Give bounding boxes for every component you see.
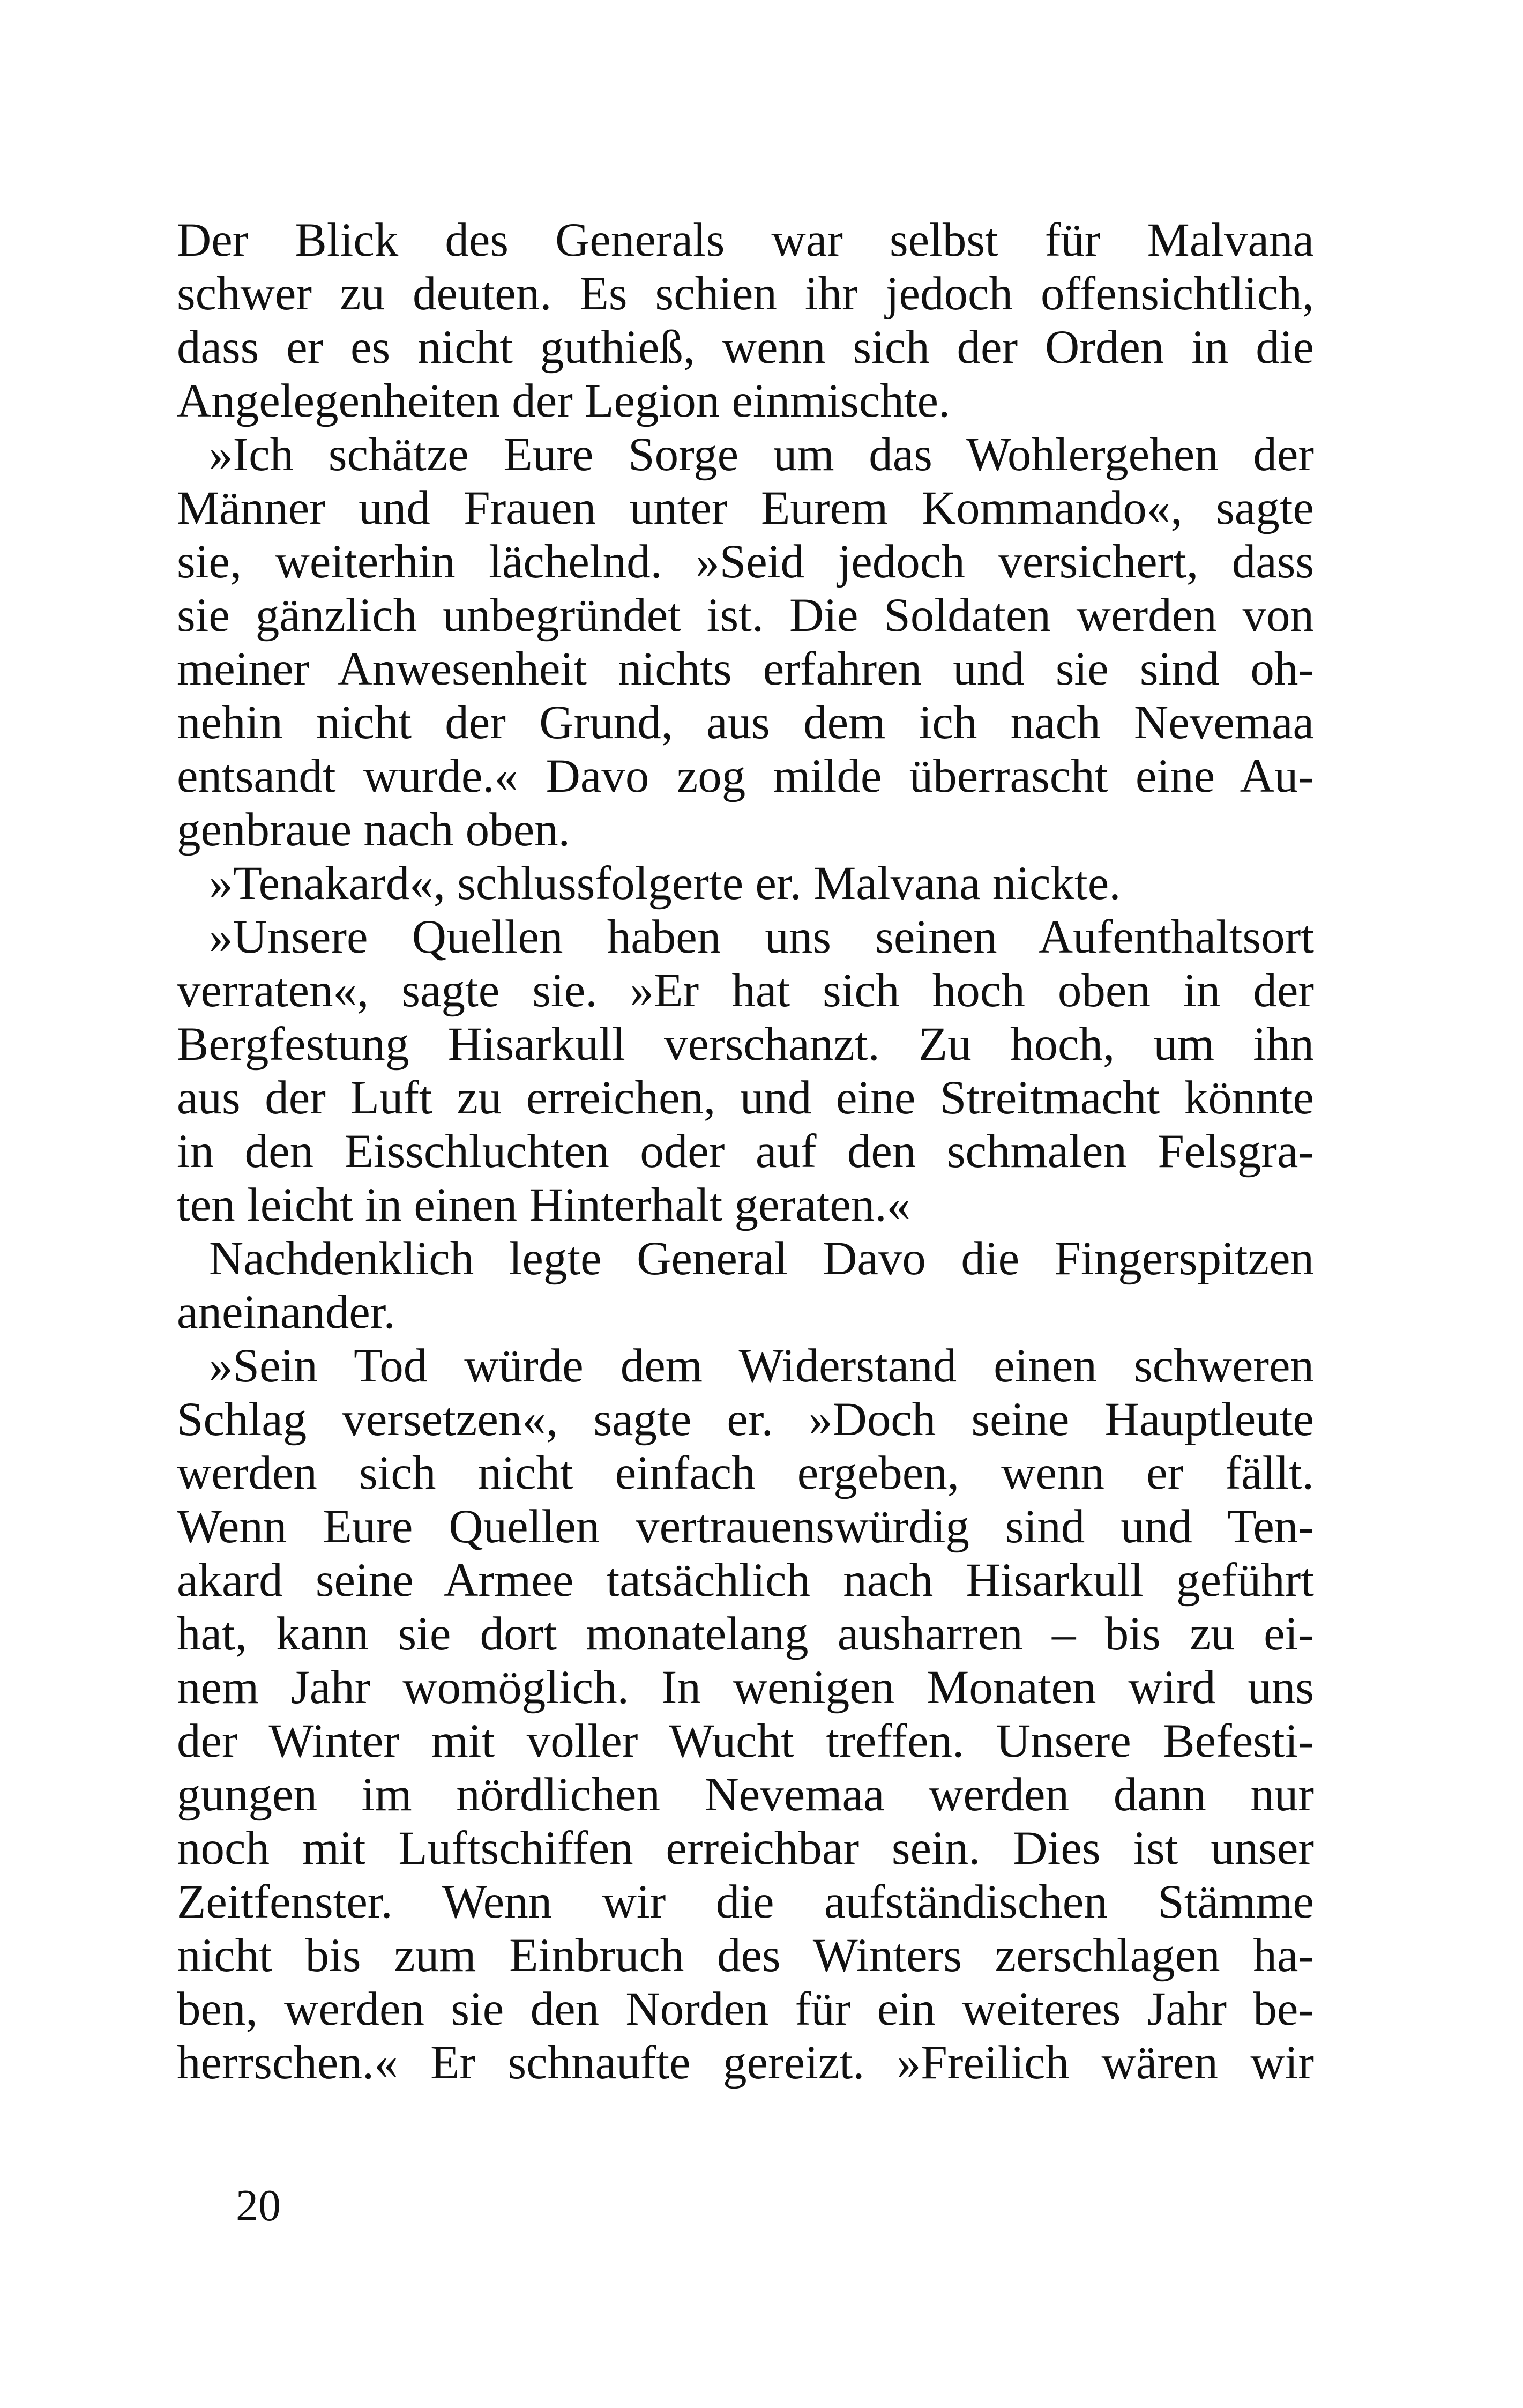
- text-line: nicht bis zum Einbruch des Winters zerschlagen ha-: [177, 1929, 1314, 1982]
- text-line: genbraue nach oben.: [177, 804, 570, 856]
- text-line: Zeitfenster. Wenn wir die aufständischen Stämme: [177, 1876, 1314, 1928]
- text-line: dass er es nicht guthieß, wenn sich der Orden in die: [177, 321, 1314, 374]
- text-line: der Winter mit voller Wucht treffen. Unsere Befesti-: [177, 1715, 1314, 1767]
- text-line: Männer und Frauen unter Eurem Kommando«, sagte: [177, 482, 1314, 534]
- text-line: herrschen.« Er schnaufte gereizt. »Freilich wären wir: [177, 2037, 1314, 2089]
- text-line: meiner Anwesenheit nichts erfahren und sie sind oh-: [177, 643, 1314, 695]
- paragraph: [177, 1339, 1314, 2090]
- text-line: Angelegenheiten der Legion einmischte.: [177, 375, 951, 427]
- text-line: entsandt wurde.« Davo zog milde überrascht eine Au-: [177, 750, 1314, 802]
- text-line: »Ich schätze Eure Sorge um das Wohlergehen der: [209, 428, 1314, 481]
- body-text: [177, 213, 1314, 2090]
- text-line: Schlag versetzen«, sagte er. »Doch seine Hauptleute: [177, 1393, 1314, 1446]
- text-line: ben, werden sie den Norden für ein weiteres Jahr be-: [177, 1983, 1314, 2035]
- text-line: aneinander.: [177, 1286, 395, 1339]
- text-line: aus der Luft zu erreichen, und eine Streitmacht könnte: [177, 1072, 1314, 1124]
- text-line: sie, weiterhin lächelnd. »Seid jedoch versichert, dass: [177, 536, 1314, 588]
- text-line: hat, kann sie dort monatelang ausharren – bis zu ei-: [177, 1608, 1314, 1660]
- page-number: 20: [236, 2181, 281, 2231]
- text-line: »Sein Tod würde dem Widerstand einen schweren: [209, 1340, 1314, 1392]
- text-line: schwer zu deuten. Es schien ihr jedoch offensichtlich,: [177, 267, 1314, 320]
- text-line: nehin nicht der Grund, aus dem ich nach Nevemaa: [177, 696, 1314, 749]
- text-line: Nachdenklich legte General Davo die Fingerspitzen: [209, 1232, 1314, 1285]
- paragraph: [177, 1232, 1314, 1339]
- text-line: Bergfestung Hisarkull verschanzt. Zu hoch, um ihn: [177, 1018, 1314, 1071]
- text-line: noch mit Luftschiffen erreichbar sein. Dies ist unser: [177, 1822, 1314, 1875]
- paragraph: [177, 910, 1314, 1232]
- text-line: sie gänzlich unbegründet ist. Die Soldaten werden von: [177, 589, 1314, 642]
- text-line: verraten«, sagte sie. »Er hat sich hoch oben in der: [177, 964, 1314, 1017]
- paragraph: [177, 428, 1314, 857]
- text-line: »Unsere Quellen haben uns seinen Aufenthaltsort: [209, 911, 1314, 963]
- text-line: werden sich nicht einfach ergeben, wenn er fällt.: [177, 1447, 1314, 1499]
- text-line: Der Blick des Generals war selbst für Malvana: [177, 214, 1314, 266]
- paragraph: [177, 213, 1314, 428]
- text-line: nem Jahr womöglich. In wenigen Monaten wird uns: [177, 1661, 1314, 1714]
- text-line: Wenn Eure Quellen vertrauenswürdig sind und Ten-: [177, 1500, 1314, 1553]
- paragraph: [177, 857, 1314, 910]
- text-line: in den Eisschluchten oder auf den schmalen Felsgra-: [177, 1125, 1314, 1178]
- text-line: »Tenakard«, schlussfolgerte er. Malvana nickte.: [209, 857, 1121, 910]
- text-line: ten leicht in einen Hinterhalt geraten.«: [177, 1179, 911, 1231]
- text-line: gungen im nördlichen Nevemaa werden dann nur: [177, 1768, 1314, 1821]
- text-line: akard seine Armee tatsächlich nach Hisarkull geführt: [177, 1554, 1314, 1607]
